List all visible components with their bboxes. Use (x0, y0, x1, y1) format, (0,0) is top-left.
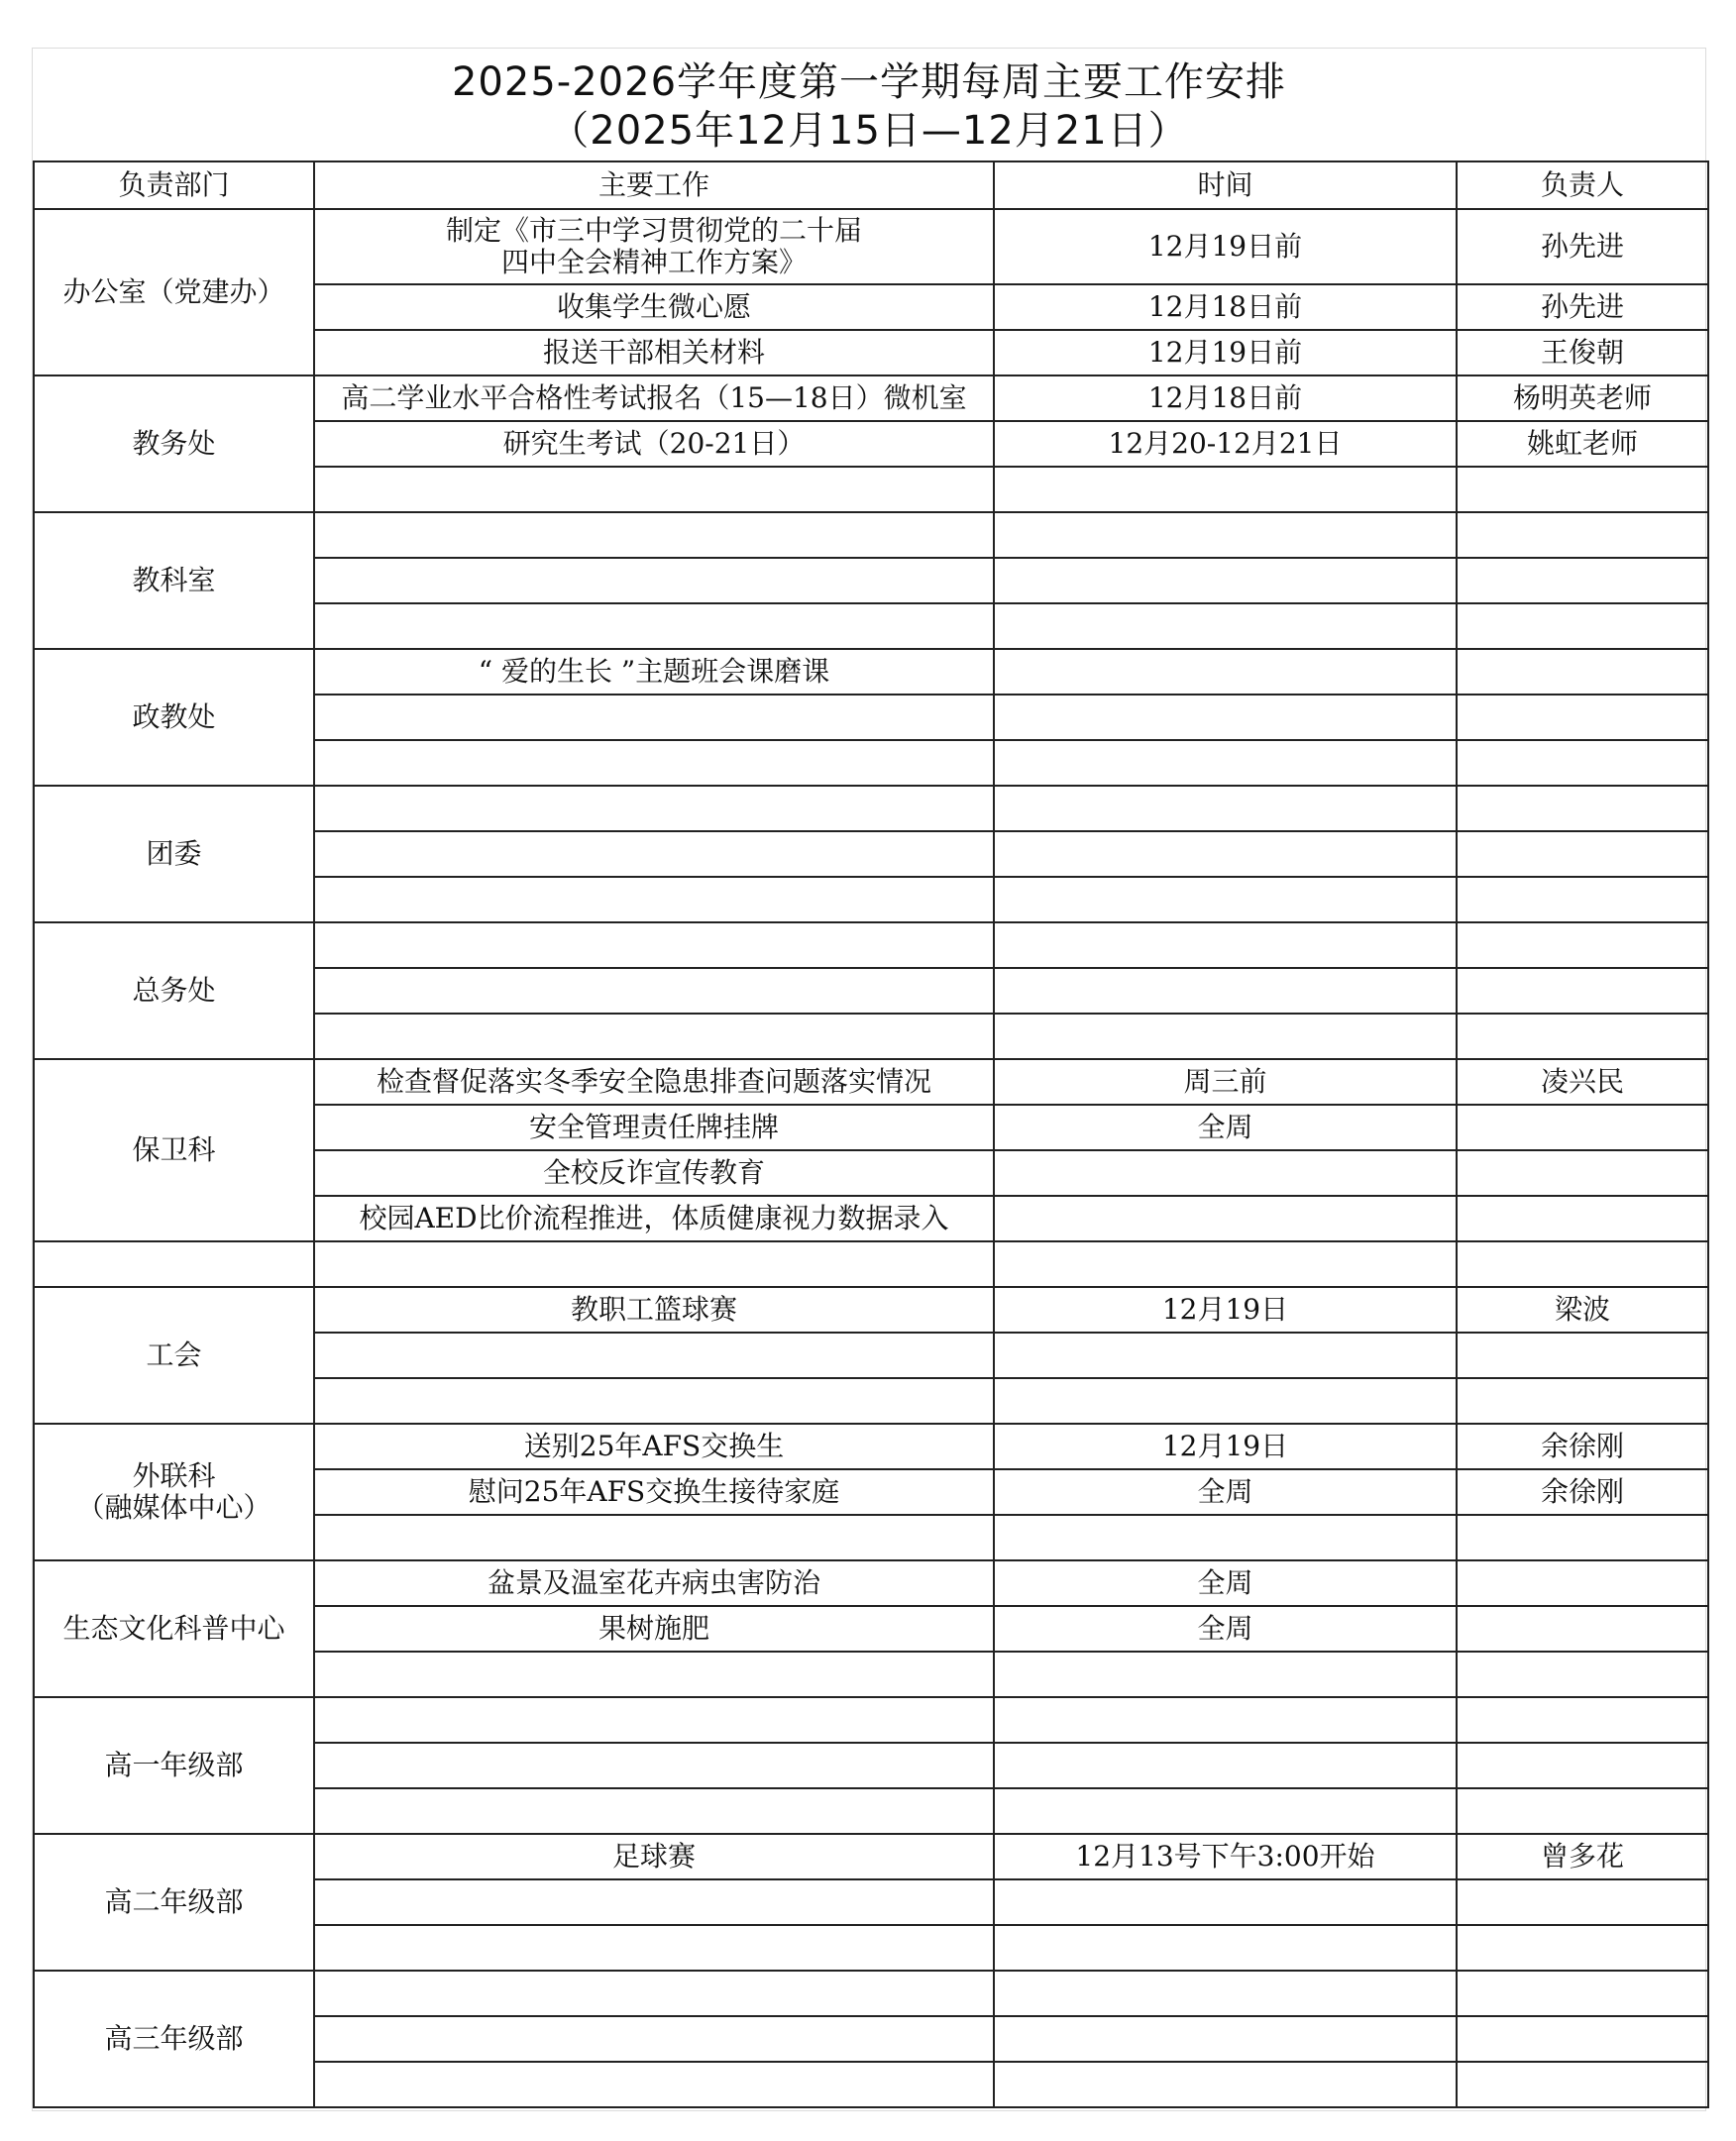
time-cell (994, 1196, 1457, 1241)
schedule-table (33, 161, 1709, 2108)
person-cell: 姚虹老师 (1457, 421, 1708, 467)
time-cell: 12月18日前 (994, 284, 1457, 330)
dept-cell: 高二年级部 (34, 1834, 314, 1971)
person-cell: 孙先进 (1457, 284, 1708, 330)
time-cell (994, 1925, 1457, 1971)
work-cell (314, 1515, 994, 1560)
work-cell (314, 877, 994, 922)
work-cell (314, 2016, 994, 2062)
time-cell: 12月19日 (994, 1287, 1457, 1333)
person-cell (1457, 2016, 1708, 2062)
person-cell (1457, 512, 1708, 558)
page-title: 2025-2026学年度第一学期每周主要工作安排 (451, 59, 1287, 105)
work-cell: 校园AED比价流程推进，体质健康视力数据录入 (314, 1196, 994, 1241)
table-row (34, 922, 1708, 968)
person-cell: 王俊朝 (1457, 330, 1708, 375)
work-cell (314, 831, 994, 877)
work-cell: 安全管理责任牌挂牌 (314, 1105, 994, 1150)
time-cell (994, 1378, 1457, 1424)
person-cell (1457, 1560, 1708, 1606)
person-cell: 余徐刚 (1457, 1424, 1708, 1469)
person-cell (1457, 603, 1708, 649)
person-cell (1457, 831, 1708, 877)
work-cell (314, 740, 994, 786)
time-cell (994, 649, 1457, 695)
time-cell (994, 1241, 1457, 1287)
time-cell (994, 603, 1457, 649)
table-row (34, 1697, 1708, 1743)
person-cell (1457, 922, 1708, 968)
person-cell (1457, 1652, 1708, 1697)
time-cell (994, 2062, 1457, 2107)
dept-cell: 工会 (34, 1287, 314, 1424)
time-cell (994, 1879, 1457, 1925)
time-cell: 12月20-12月21日 (994, 421, 1457, 467)
table-row (34, 1834, 1708, 1879)
person-cell (1457, 1378, 1708, 1424)
header-time: 时间 (994, 161, 1457, 209)
table-row (34, 649, 1708, 695)
time-cell (994, 695, 1457, 740)
time-cell: 12月13号下午3:00开始 (994, 1834, 1457, 1879)
dept-cell: 保卫科 (34, 1059, 314, 1241)
work-cell (314, 558, 994, 603)
dept-cell: 外联科 （融媒体中心） (34, 1424, 314, 1560)
person-cell (1457, 1515, 1708, 1560)
work-cell (314, 968, 994, 1014)
person-cell: 曾多花 (1457, 1834, 1708, 1879)
time-cell (994, 1515, 1457, 1560)
person-cell (1457, 786, 1708, 831)
time-cell (994, 1788, 1457, 1834)
person-cell (1457, 1105, 1708, 1150)
time-cell: 周三前 (994, 1059, 1457, 1105)
time-cell: 12月18日前 (994, 375, 1457, 421)
work-cell (314, 786, 994, 831)
person-cell (1457, 1971, 1708, 2016)
work-cell (314, 467, 994, 512)
header-person: 负责人 (1457, 161, 1708, 209)
person-cell (1457, 1697, 1708, 1743)
table-row (34, 1560, 1708, 1606)
time-cell (994, 512, 1457, 558)
work-cell: 足球赛 (314, 1834, 994, 1879)
work-cell (314, 1697, 994, 1743)
time-cell (994, 740, 1457, 786)
work-cell (314, 603, 994, 649)
time-cell (994, 877, 1457, 922)
time-cell (994, 558, 1457, 603)
time-cell: 全周 (994, 1560, 1457, 1606)
schedule-sheet (32, 48, 1706, 2111)
person-cell (1457, 1150, 1708, 1196)
person-cell (1457, 1014, 1708, 1059)
header-dept: 负责部门 (34, 161, 314, 209)
time-cell: 12月19日 (994, 1424, 1457, 1469)
time-cell (994, 968, 1457, 1014)
person-cell (1457, 1241, 1708, 1287)
title-block (33, 49, 1705, 161)
table-header-row (34, 161, 1708, 209)
dept-cell: 团委 (34, 786, 314, 922)
person-cell: 梁波 (1457, 1287, 1708, 1333)
time-cell (994, 1971, 1457, 2016)
work-cell (314, 1788, 994, 1834)
dept-cell: 教科室 (34, 512, 314, 649)
work-cell (314, 1925, 994, 1971)
time-cell (994, 922, 1457, 968)
work-cell (314, 1652, 994, 1697)
dept-cell: 办公室（党建办） (34, 209, 314, 375)
time-cell (994, 831, 1457, 877)
time-cell: 12月19日前 (994, 209, 1457, 284)
work-cell: 全校反诈宣传教育 (314, 1150, 994, 1196)
time-cell: 全周 (994, 1469, 1457, 1515)
dept-cell (34, 1241, 314, 1287)
person-cell (1457, 558, 1708, 603)
person-cell (1457, 740, 1708, 786)
work-cell (314, 922, 994, 968)
table-row (34, 786, 1708, 831)
work-cell (314, 1378, 994, 1424)
time-cell: 12月19日前 (994, 330, 1457, 375)
table-row (34, 209, 1708, 284)
person-cell (1457, 877, 1708, 922)
work-cell: 收集学生微心愿 (314, 284, 994, 330)
time-cell (994, 786, 1457, 831)
work-cell: 教职工篮球赛 (314, 1287, 994, 1333)
table-row (34, 375, 1708, 421)
person-cell: 余徐刚 (1457, 1469, 1708, 1515)
person-cell (1457, 1879, 1708, 1925)
dept-cell: 生态文化科普中心 (34, 1560, 314, 1697)
work-cell (314, 1971, 994, 2016)
work-cell: 报送干部相关材料 (314, 330, 994, 375)
work-cell (314, 1743, 994, 1788)
time-cell (994, 1697, 1457, 1743)
work-cell: “ 爱的生长 ”主题班会课磨课 (314, 649, 994, 695)
work-cell: 盆景及温室花卉病虫害防治 (314, 1560, 994, 1606)
person-cell (1457, 1925, 1708, 1971)
time-cell (994, 1150, 1457, 1196)
work-cell (314, 512, 994, 558)
work-cell: 果树施肥 (314, 1606, 994, 1652)
dept-cell: 高三年级部 (34, 1971, 314, 2107)
work-cell: 检查督促落实冬季安全隐患排查问题落实情况 (314, 1059, 994, 1105)
schedule-body (34, 209, 1708, 2107)
time-cell: 全周 (994, 1606, 1457, 1652)
dept-cell: 总务处 (34, 922, 314, 1059)
time-cell (994, 1014, 1457, 1059)
table-row (34, 1287, 1708, 1333)
person-cell (1457, 467, 1708, 512)
dept-cell: 高一年级部 (34, 1697, 314, 1834)
dept-cell: 政教处 (34, 649, 314, 786)
work-cell: 送别25年AFS交换生 (314, 1424, 994, 1469)
person-cell: 孙先进 (1457, 209, 1708, 284)
work-cell (314, 1014, 994, 1059)
time-cell (994, 2016, 1457, 2062)
time-cell (994, 1652, 1457, 1697)
person-cell: 杨明英老师 (1457, 375, 1708, 421)
person-cell (1457, 2062, 1708, 2107)
person-cell (1457, 649, 1708, 695)
dept-cell: 教务处 (34, 375, 314, 512)
work-cell (314, 1333, 994, 1378)
table-row (34, 1059, 1708, 1105)
table-row (34, 512, 1708, 558)
work-cell (314, 1241, 994, 1287)
person-cell: 凌兴民 (1457, 1059, 1708, 1105)
person-cell (1457, 1333, 1708, 1378)
time-cell (994, 1743, 1457, 1788)
work-cell: 慰问25年AFS交换生接待家庭 (314, 1469, 994, 1515)
person-cell (1457, 1606, 1708, 1652)
page-subtitle-date-range: （2025年12月15日—12月21日） (549, 108, 1189, 154)
work-cell: 研究生考试（20-21日） (314, 421, 994, 467)
person-cell (1457, 1743, 1708, 1788)
work-cell: 高二学业水平合格性考试报名（15—18日）微机室 (314, 375, 994, 421)
work-cell: 制定《市三中学习贯彻党的二十届 四中全会精神工作方案》 (314, 209, 994, 284)
time-cell: 全周 (994, 1105, 1457, 1150)
work-cell (314, 1879, 994, 1925)
work-cell (314, 2062, 994, 2107)
person-cell (1457, 695, 1708, 740)
table-row (34, 1424, 1708, 1469)
person-cell (1457, 968, 1708, 1014)
table-row (34, 1241, 1708, 1287)
person-cell (1457, 1788, 1708, 1834)
time-cell (994, 1333, 1457, 1378)
table-row (34, 1971, 1708, 2016)
work-cell (314, 695, 994, 740)
header-work: 主要工作 (314, 161, 994, 209)
time-cell (994, 467, 1457, 512)
person-cell (1457, 1196, 1708, 1241)
